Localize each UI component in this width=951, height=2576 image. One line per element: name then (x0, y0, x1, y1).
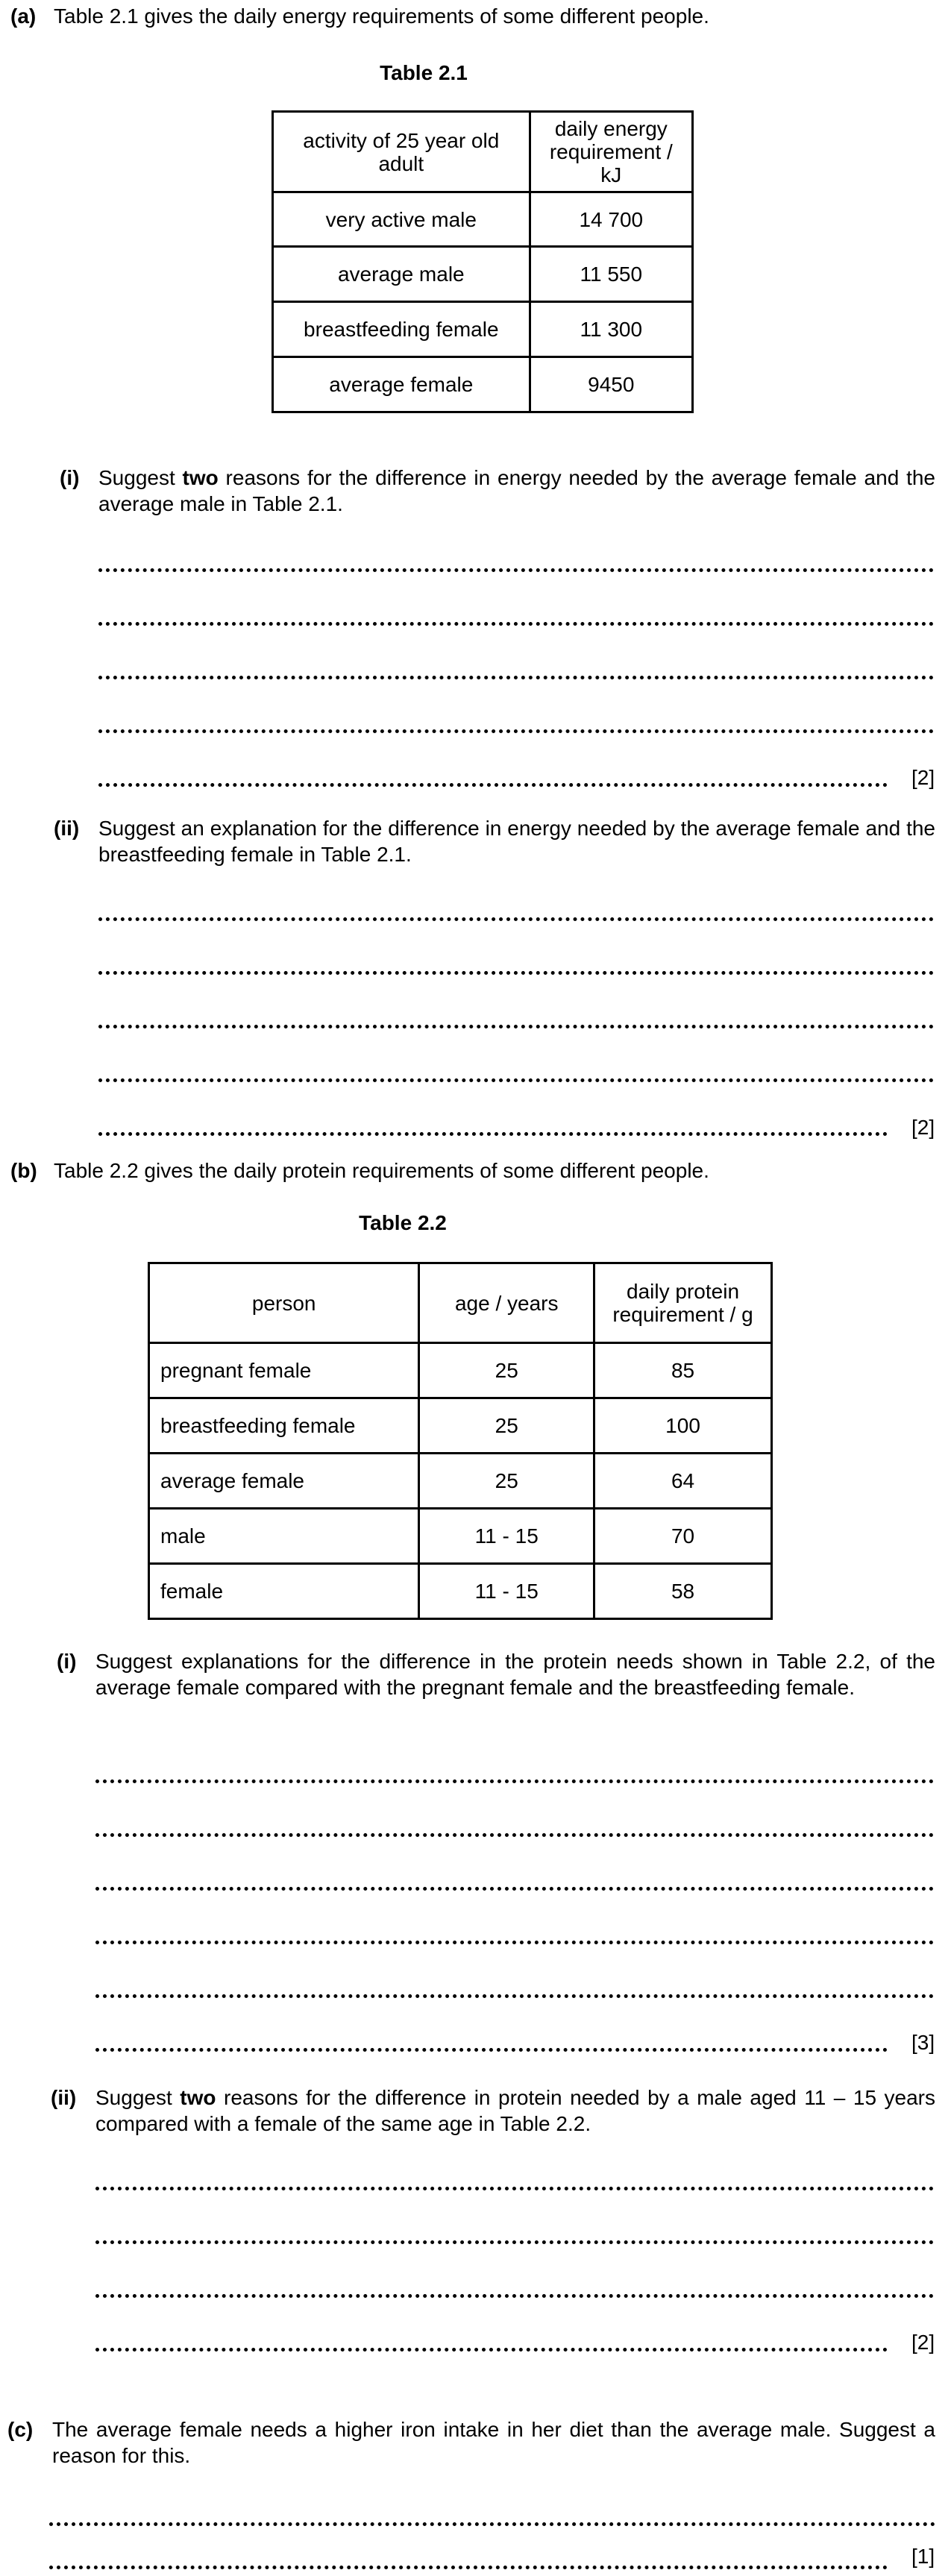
table-2-2 (148, 1262, 773, 1620)
part-c-label: (c) (7, 2418, 34, 2441)
question-b-ii-number: (ii) (51, 2086, 77, 2109)
part-a-intro: Table 2.1 gives the daily energy requirements of some different people. (54, 4, 709, 28)
table-cell: 25 (419, 1454, 594, 1509)
table-cell: 58 (594, 1564, 772, 1619)
table-2-1 (272, 110, 694, 413)
marks-a-ii: [2] (911, 1116, 935, 1139)
table-2-2-header-person: person (149, 1263, 419, 1343)
table-cell: pregnant female (149, 1343, 419, 1398)
table-2-1-header-activity: activity of 25 year old adult (273, 112, 530, 192)
table-cell: 11 300 (530, 302, 692, 357)
table-2-2-header-protein: daily protein requirement / g (594, 1263, 772, 1343)
table-cell: average female (149, 1454, 419, 1509)
question-b-ii-text: Suggest two reasons for the difference in protein needed by a male aged 11 – 15 years compared with a female of the same age in Table 2.2. (95, 2086, 936, 2135)
answer-line[interactable] (95, 2348, 888, 2352)
part-b-label: (b) (10, 1159, 37, 1182)
question-b-i-text: Suggest explanations for the difference in the protein needs shown in Table 2.2, of the average female compared with the pregnant female and the breastfeeding female. (95, 1650, 935, 1699)
answer-line[interactable] (95, 2048, 888, 2052)
table-cell: 11 550 (530, 247, 692, 302)
table-2-2-caption: Table 2.2 (359, 1211, 447, 1234)
table-cell: 14 700 (530, 192, 692, 247)
answer-line[interactable] (95, 1833, 934, 1837)
table-cell: 25 (419, 1398, 594, 1454)
table-cell: 100 (594, 1398, 772, 1454)
answer-line[interactable] (98, 783, 888, 787)
answer-line[interactable] (98, 729, 934, 733)
table-cell: 25 (419, 1343, 594, 1398)
question-a-i-number: (i) (60, 466, 80, 489)
answer-line[interactable] (98, 568, 934, 572)
table-2-1-header-energy: daily energy requirement / kJ (530, 112, 692, 192)
answer-line[interactable] (95, 2240, 934, 2244)
answer-line[interactable] (98, 1025, 934, 1028)
answer-line[interactable] (98, 622, 934, 626)
question-a-i-text: Suggest two reasons for the difference in energy needed by the average female and the average male in Table 2.1. (98, 466, 935, 515)
table-2-1-caption: Table 2.1 (380, 61, 468, 84)
table-cell: female (149, 1564, 419, 1619)
table-cell: 11 - 15 (419, 1564, 594, 1619)
table-cell: 70 (594, 1509, 772, 1564)
question-a-ii-number: (ii) (54, 817, 80, 840)
table-cell: average male (273, 247, 530, 302)
table-cell: breastfeeding female (273, 302, 530, 357)
answer-line[interactable] (98, 676, 934, 679)
answer-line[interactable] (95, 1779, 934, 1783)
question-a-ii-text: Suggest an explanation for the difference in energy needed by the average female and the breastfeeding female in Table 2.1. (98, 817, 935, 866)
marks-a-i: [2] (911, 766, 935, 789)
answer-line[interactable] (98, 1132, 888, 1136)
table-2-2-header-age: age / years (419, 1263, 594, 1343)
answer-line[interactable] (49, 2566, 888, 2569)
table-cell: very active male (273, 192, 530, 247)
marks-c: [1] (911, 2545, 935, 2568)
table-cell: male (149, 1509, 419, 1564)
table-cell: breastfeeding female (149, 1398, 419, 1454)
table-cell: 64 (594, 1454, 772, 1509)
answer-line[interactable] (95, 1887, 934, 1891)
table-cell: 85 (594, 1343, 772, 1398)
answer-line[interactable] (95, 2294, 934, 2298)
answer-line[interactable] (98, 917, 934, 921)
table-cell: 9450 (530, 357, 692, 412)
marks-b-i: [3] (911, 2031, 935, 2054)
part-b-intro: Table 2.2 gives the daily protein requirements of some different people. (54, 1159, 709, 1182)
answer-line[interactable] (98, 971, 934, 975)
marks-b-ii: [2] (911, 2331, 935, 2354)
answer-line[interactable] (95, 1941, 934, 1944)
answer-line[interactable] (95, 1994, 934, 1998)
table-cell: 11 - 15 (419, 1509, 594, 1564)
answer-line[interactable] (95, 2187, 934, 2190)
table-cell: average female (273, 357, 530, 412)
part-a-label: (a) (10, 4, 37, 28)
answer-line[interactable] (98, 1078, 934, 1082)
question-b-i-number: (i) (57, 1650, 77, 1673)
answer-line[interactable] (49, 2522, 935, 2526)
part-c-text: The average female needs a higher iron intake in her diet than the average male. Suggest a reason for this. (52, 2418, 935, 2467)
